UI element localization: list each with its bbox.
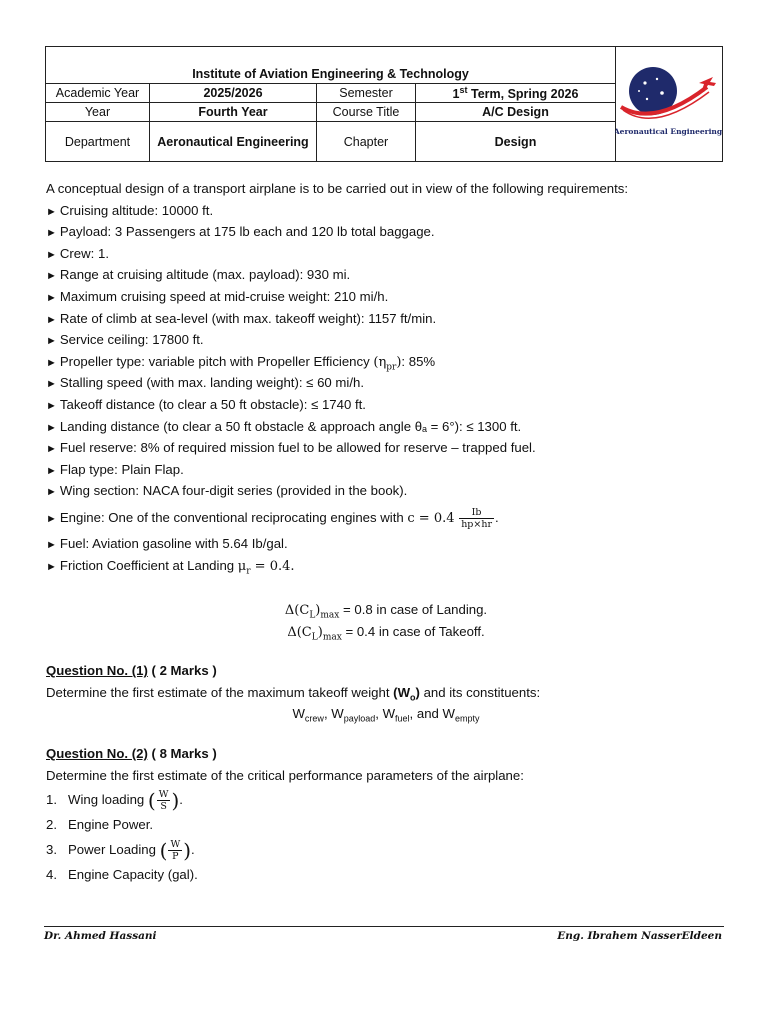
document-body — [46, 178, 726, 885]
semester-label: Semester — [317, 84, 416, 103]
weight-constituents: $W_{crew}$, $W_{payload}$, $W_{fuel}$, and $W_{empty}$ — [292, 706, 480, 725]
institute-name: Institute of Aviation Engineering & Technology — [46, 47, 616, 84]
footer-author-left: Dr. Ahmed Hassani — [44, 930, 157, 942]
requirement-item: ► Landing distance (to clear a 50 ft obstacle & approach angle θₐ = 6°): ≤ 1300 ft. — [46, 418, 522, 434]
course-title-label: Course Title — [317, 103, 416, 122]
requirement-item: ► Cruising altitude: 10000 ft. — [46, 202, 214, 218]
logo-box — [615, 46, 723, 162]
header-block — [45, 46, 723, 162]
department-value: Aeronautical Engineering — [150, 122, 317, 162]
footer-divider — [44, 926, 724, 927]
requirement-item: ► Friction Coefficient at Landing $\mu_r = 0.4$. — [46, 557, 295, 577]
requirement-item: ► Propeller type: variable pitch with Propeller Efficiency $(\eta_{pr})$: 85% — [46, 353, 436, 373]
engine-sfc-fraction: $\frac{Ib}{hp\times hr}$ — [461, 506, 493, 530]
list-item: 4. Engine Capacity (gal). — [46, 866, 198, 882]
requirement-item: ► Maximum cruising speed at mid-cruise weight: 210 mi/h. — [46, 288, 389, 304]
requirement-item: ► Crew: 1. — [46, 245, 109, 261]
chapter-label: Chapter — [317, 122, 416, 162]
year-value: Fourth Year — [150, 103, 317, 122]
requirement-item: ► Payload: 3 Passengers at 175 lb each and 120 lb total baggage. — [46, 224, 435, 240]
question-1-heading: Question No. (1) ( 2 Marks ) — [46, 663, 217, 679]
requirement-item: ► Fuel reserve: 8% of required mission fuel to be allowed for reserve – trapped fuel. — [46, 440, 536, 456]
course-info-table — [45, 46, 616, 162]
intro-text: A conceptual design of a transport airplane is to be carried out in view of the following requirements: — [46, 181, 629, 196]
cl-takeoff-equation: $\Delta(C_L)_{max} = 0.4$ in case of Takeoff. — [287, 623, 485, 643]
academic-year-label: Academic Year — [46, 84, 150, 103]
aeronautical-logo-icon — [615, 47, 722, 161]
requirement-item: ► Engine: One of the conventional reciprocating engines with c = 0.4 $\frac{Ib}{hp\times hr}$ . — [46, 506, 499, 530]
list-item: 2. Engine Power. — [46, 817, 154, 833]
requirement-item: ► Wing section: NACA four-digit series (provided in the book). — [46, 483, 408, 499]
footer-author-right: Eng. Ibrahem NasserEldeen — [557, 930, 722, 942]
question-2-heading: Question No. (2) ( 8 Marks ) — [46, 746, 217, 762]
year-label: Year — [46, 103, 150, 122]
academic-year-value: 2025/2026 — [150, 84, 317, 103]
department-label: Department — [46, 122, 150, 162]
requirement-item: ► Stalling speed (with max. landing weight): ≤ 60 mi/h. — [46, 375, 364, 391]
cl-landing-equation: $\Delta(C_L)_{max} = 0.8$ in case of Landing. — [284, 602, 488, 621]
list-item: 1. Wing loading ( $\frac{W}{S}$ ). — [46, 788, 183, 813]
list-item: 3. Power Loading ( $\frac{W}{P}$ ). — [46, 838, 195, 863]
course-title-value: A/C Design — [416, 103, 616, 122]
question-1-text: Determine the first estimate of the maximum takeoff weight $(W_o)$ and its constituents: — [46, 684, 541, 703]
requirement-item: ► Fuel: Aviation gasoline with 5.64 Ib/gal. — [46, 535, 288, 551]
logo-caption: Aeronautical Engineering — [615, 127, 722, 136]
requirement-item: ► Takeoff distance (to clear a 50 ft obstacle): ≤ 1740 ft. — [46, 396, 366, 412]
requirement-item: ► Range at cruising altitude (max. payload): 930 mi. — [46, 267, 351, 283]
semester-value: 1st Term, Spring 2026 — [416, 84, 616, 103]
requirement-item: ► Service ceiling: 17800 ft. — [46, 332, 204, 348]
chapter-value: Design — [416, 122, 616, 162]
requirement-item: ► Rate of climb at sea-level (with max. takeoff weight): 1157 ft/min. — [46, 310, 437, 326]
requirement-item: ► Flap type: Plain Flap. — [46, 461, 184, 477]
question-2-text: Determine the first estimate of the critical performance parameters of the airplane: — [46, 767, 524, 783]
